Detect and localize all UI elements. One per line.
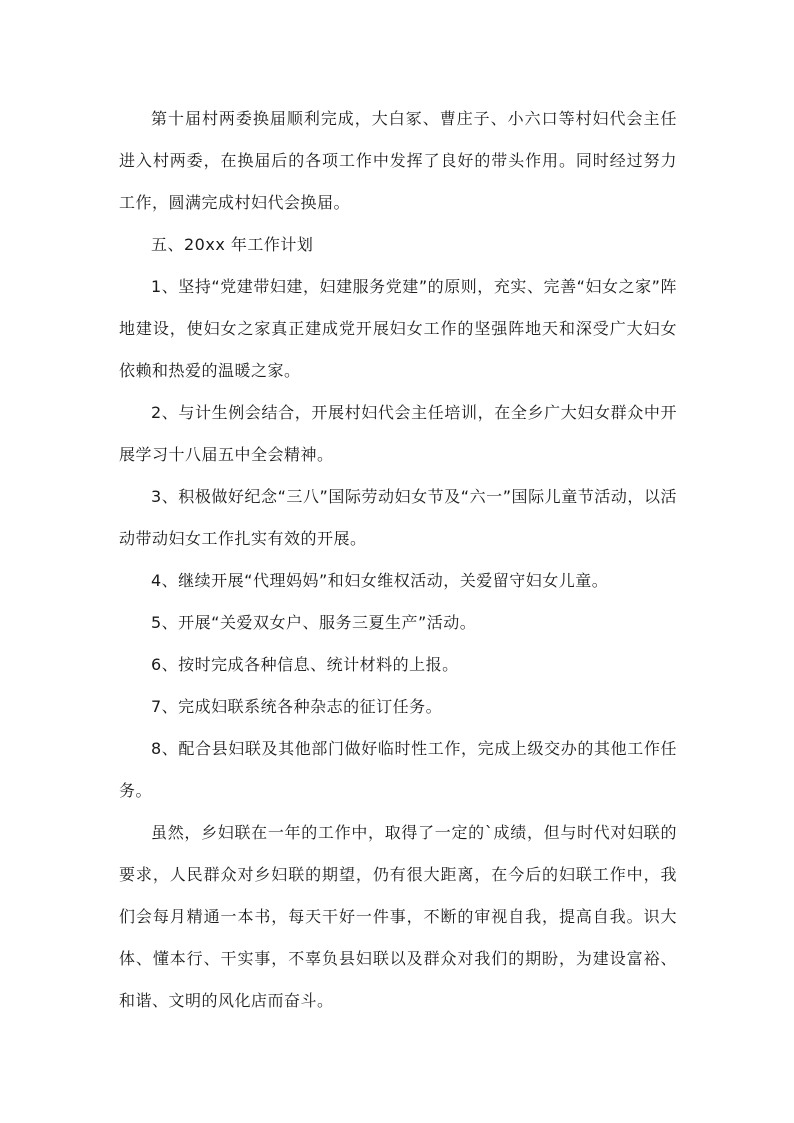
document-body xyxy=(119,98,677,1022)
plan-item-4: 4、继续开展“代理妈妈”和妇女维权活动，关爱留守妇女儿童。 xyxy=(151,571,609,590)
plan-item-6: 6、按时完成各种信息、统计材料的上报。 xyxy=(151,655,459,674)
paragraph-conclusion: 虽然，乡妇联在一年的工作中，取得了一定的`成绩，但与时代对妇联的要求，人民群众对乡妇联的期望，仍有很大距离，在今后的妇联工作中，我们会每月精通一本书，每天干好一件事，不断的审视自我，提高自我。识大体、懂本行、干实事，不辜负县妇联以及群众对我们的期盼，为建设富裕、和谐、文明的风化店而奋斗。 xyxy=(119,823,677,1010)
plan-item-2: 2、与计生例会结合，开展村妇代会主任培训，在全乡广大妇女群众中开展学习十八届五中全会精神。 xyxy=(119,403,677,464)
paragraph-election-summary: 第十届村两委换届顺利完成，大白冢、曹庄子、小六口等村妇代会主任进入村两委，在换届后的各项工作中发挥了良好的带头作用。同时经过努力工作，圆满完成村妇代会换届。 xyxy=(119,109,677,212)
plan-item-7: 7、完成妇联系统各种杂志的征订任务。 xyxy=(151,697,443,716)
plan-item-5: 5、开展“关爱双女户、服务三夏生产”活动。 xyxy=(151,613,477,632)
plan-item-8: 8、配合县妇联及其他部门做好临时性工作，完成上级交办的其他工作任务。 xyxy=(119,739,677,800)
plan-item-3: 3、积极做好纪念“三八”国际劳动妇女节及“六一”国际儿童节活动，以活动带动妇女工作扎实有效的开展。 xyxy=(119,487,677,548)
plan-item-1: 1、坚持“党建带妇建，妇建服务党建”的原则，充实、完善“妇女之家”阵地建设，使妇女之家真正建成党开展妇女工作的坚强阵地天和深受广大妇女依赖和热爱的温暖之家。 xyxy=(119,277,677,380)
section-heading-work-plan: 五、20xx 年工作计划 xyxy=(151,235,314,254)
